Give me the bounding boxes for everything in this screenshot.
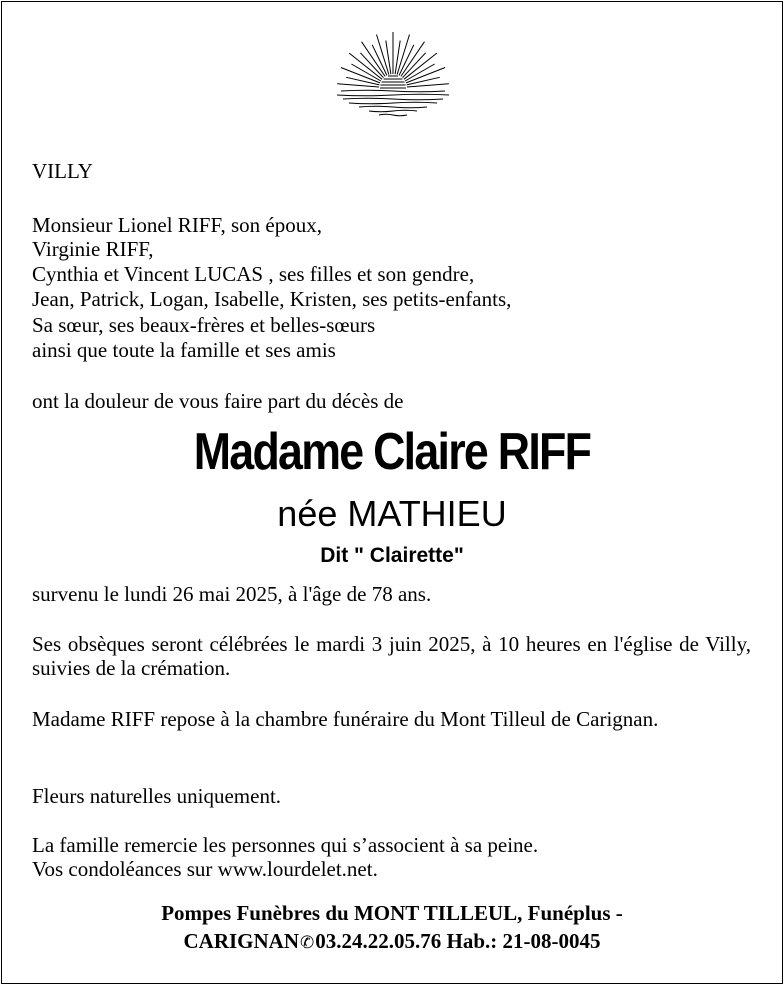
nickname: Dit " Clairette" <box>320 544 464 567</box>
announcement: ont la douleur de vous faire part du décès de <box>32 389 404 413</box>
family-line: ainsi que toute la famille et ses amis <box>32 338 336 362</box>
thanks-line: La famille remercie les personnes qui s’associent à sa peine. <box>32 833 539 857</box>
location: VILLY <box>32 159 93 183</box>
city: CARIGNAN <box>183 929 299 953</box>
phone-number: 03.24.22.05.76 Hab.: 21-08-0045 <box>315 929 601 953</box>
funeral-home-contact <box>0 928 784 956</box>
rest-info: Madame RIFF repose à la chambre funéraire du Mont Tilleul de Carignan. <box>32 707 659 731</box>
phone-icon: ✆ <box>300 933 315 952</box>
sunset-icon <box>335 30 451 122</box>
family-line: Monsieur Lionel RIFF, son époux, <box>32 213 322 237</box>
deceased-name: Madame Claire RIFF <box>193 423 591 481</box>
family-line: Sa sœur, ses beaux-frères et belles-sœurs <box>32 313 376 337</box>
flowers-info: Fleurs naturelles uniquement. <box>32 784 282 808</box>
maiden-name: née MATHIEU <box>277 493 507 534</box>
family-line: Virginie RIFF, <box>32 237 154 261</box>
funeral-home-name: Pompes Funèbres du MONT TILLEUL, Funéplus - <box>161 901 623 925</box>
family-line: Cynthia et Vincent LUCAS , ses filles et son gendre, <box>32 262 475 286</box>
funeral-info: Ses obsèques seront célébrées le mardi 3 juin 2025, à 10 heures en l'église de Villy, suivies de la crémation. <box>32 632 751 680</box>
death-line: survenu le lundi 26 mai 2025, à l'âge de 78 ans. <box>32 582 432 606</box>
condolences-line: Vos condoléances sur www.lourdelet.net. <box>32 857 378 881</box>
family-line: Jean, Patrick, Logan, Isabelle, Kristen, ses petits-enfants, <box>32 287 512 311</box>
